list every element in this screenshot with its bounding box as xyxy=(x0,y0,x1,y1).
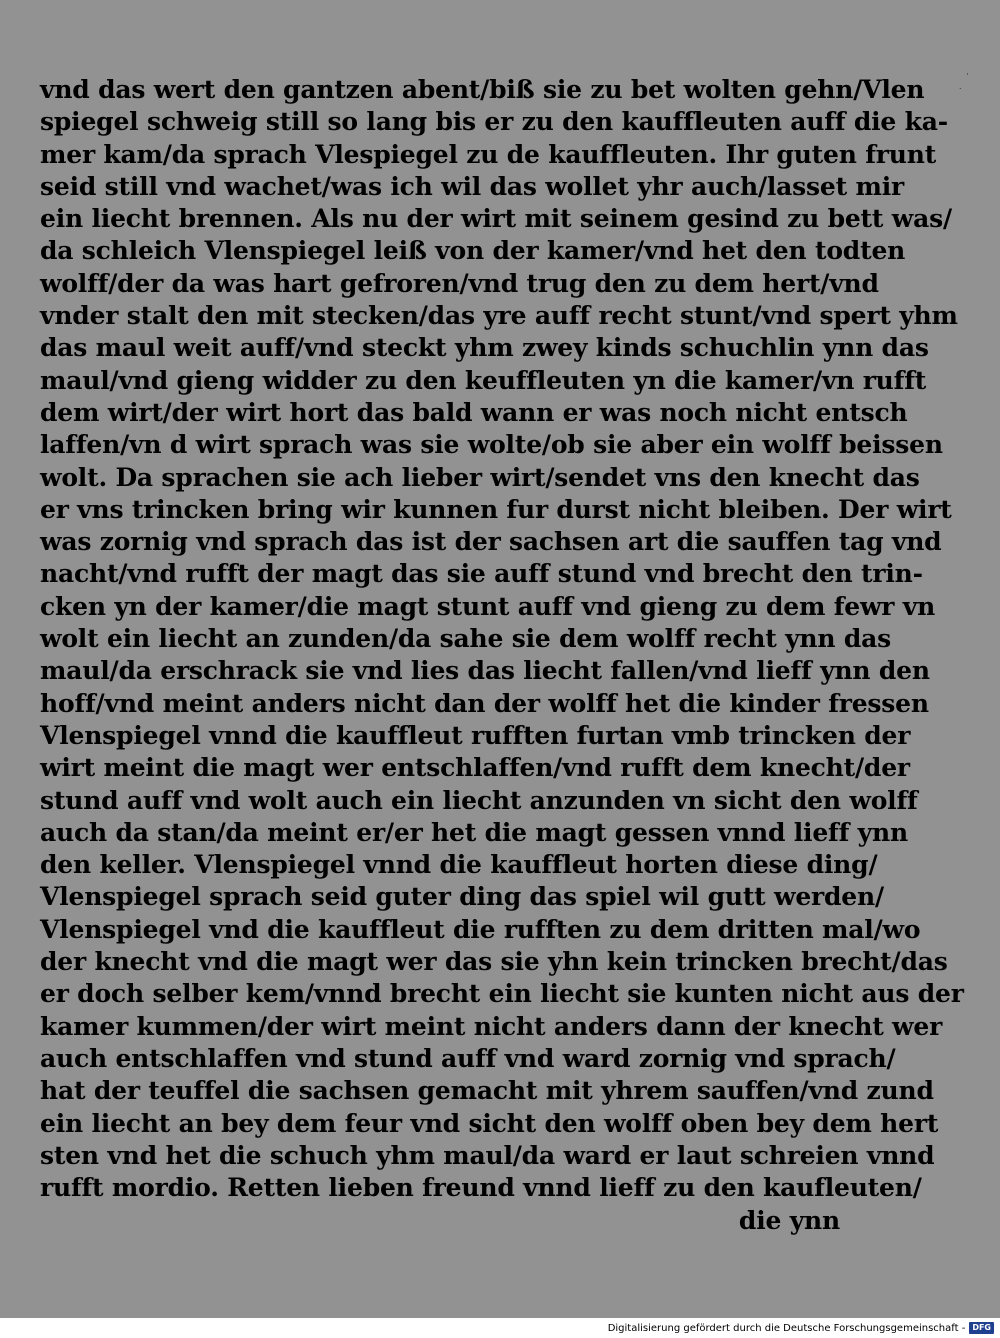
text-line: hat der teuffel die sachsen gemacht mit yhrem sauffen/vnd zund xyxy=(40,1076,934,1106)
text-line: der knecht vnd die magt wer das sie yhn kein trincken brecht/das xyxy=(40,947,948,977)
text-line: Vlenspiegel sprach seid guter ding das spiel wil gutt werden/ xyxy=(40,882,884,912)
text-line: auch da stan/da meint er/er het die magt gessen vnnd lieff ynn xyxy=(40,817,908,847)
text-line: vnder stalt den mit stecken/das yre auff recht stunt/vnd spert yhm xyxy=(40,301,958,331)
text-line: er doch selber kem/vnnd brecht ein liecht sie kunten nicht aus der xyxy=(40,979,964,1009)
scan-speck-icon: · xyxy=(966,70,969,80)
text-line: rufft mordio. Retten lieben freund vnnd lieff zu den kaufleuten/ xyxy=(40,1173,922,1203)
text-line: laffen/vn d wirt sprach was sie wolte/ob sie aber ein wolff beissen xyxy=(40,430,943,460)
text-line: dem wirt/der wirt hort das bald wann er was noch nicht entsch xyxy=(40,397,908,427)
text-line: maul/da erschrack sie vnd lies das liecht fallen/vnd lieff ynn den xyxy=(40,656,930,686)
text-line: er vns trincken bring wir kunnen fur durst nicht bleiben. Der wirt xyxy=(40,494,952,524)
text-line: cken yn der kamer/die magt stunt auff vnd gieng zu dem fewr vn xyxy=(40,591,936,621)
footer-credit: Digitalisierung gefördert durch die Deutsche Forschungsgemeinschaft - xyxy=(607,1322,966,1334)
text-line: wirt meint die magt wer entschlaffen/vnd rufft dem knecht/der xyxy=(40,753,910,783)
text-line: auch entschlaffen vnd stund auff vnd ward zornig vnd sprach/ xyxy=(40,1043,896,1073)
text-line: wolt. Da sprachen sie ach lieber wirt/sendet vns den knecht das xyxy=(40,462,920,492)
text-line: ein liecht brennen. Als nu der wirt mit seinem gesind zu bett was/ xyxy=(40,204,952,234)
text-line: stund auff vnd wolt auch ein liecht anzunden vn sicht den wolff xyxy=(40,785,918,815)
text-line: wolff/der da was hart gefroren/vnd trug den zu dem hert/vnd xyxy=(40,268,879,298)
text-line: was zornig vnd sprach das ist der sachsen art die sauffen tag vnd xyxy=(40,527,942,557)
scan-speck-icon: ˙ xyxy=(958,88,963,98)
text-line: vnd das wert den gantzen abent/biß sie zu bet wolten gehn/Vlen xyxy=(40,75,925,104)
text-line: mer kam/da sprach Vlespiegel zu de kauffleuten. Ihr guten frunt xyxy=(40,139,937,169)
text-line: hoff/vnd meint anders nicht dan der wolff het die kinder fressen xyxy=(40,688,929,718)
text-line: Vlenspiegel vnnd die kauffleut rufften furtan vmb trincken der xyxy=(40,720,911,750)
text-line: nacht/vnd rufft der magt das sie auff stund vnd brecht den trin- xyxy=(40,559,923,589)
text-line: da schleich Vlenspiegel leiß von der kamer/vnd het den todten xyxy=(40,236,906,266)
text-line: ein liecht an bey dem feur vnd sicht den wolff oben bey dem hert xyxy=(40,1108,939,1138)
text-line: das maul weit auff/vnd steckt yhm zwey kinds schuchlin ynn das xyxy=(40,333,929,363)
text-line: sten vnd het die schuch yhm maul/da ward er laut schreien vnnd xyxy=(40,1140,935,1170)
text-line: wolt ein liecht an zunden/da sahe sie dem wolff recht ynn das xyxy=(40,624,892,654)
text-line: den keller. Vlenspiegel vnnd die kauffleut horten diese ding/ xyxy=(40,850,878,880)
text-line: spiegel schweig still so lang bis er zu den kauffleuten auff die ka- xyxy=(40,107,948,137)
text-line: Vlenspiegel vnd die kauffleut die rufften zu dem dritten mal/wo xyxy=(40,914,921,944)
catchword: die ynn xyxy=(738,1206,840,1235)
page-text-block xyxy=(40,74,964,1204)
text-line: kamer kummen/der wirt meint nicht anders dann der knecht wer xyxy=(40,1011,943,1041)
text-line: seid still vnd wachet/was ich wil das wollet yhr auch/lasset mir xyxy=(40,171,904,201)
digitization-footer xyxy=(0,1318,1000,1338)
dfg-logo: DFG xyxy=(969,1322,994,1334)
text-line: maul/vnd gieng widder zu den keuffleuten yn die kamer/vn rufft xyxy=(40,365,927,395)
